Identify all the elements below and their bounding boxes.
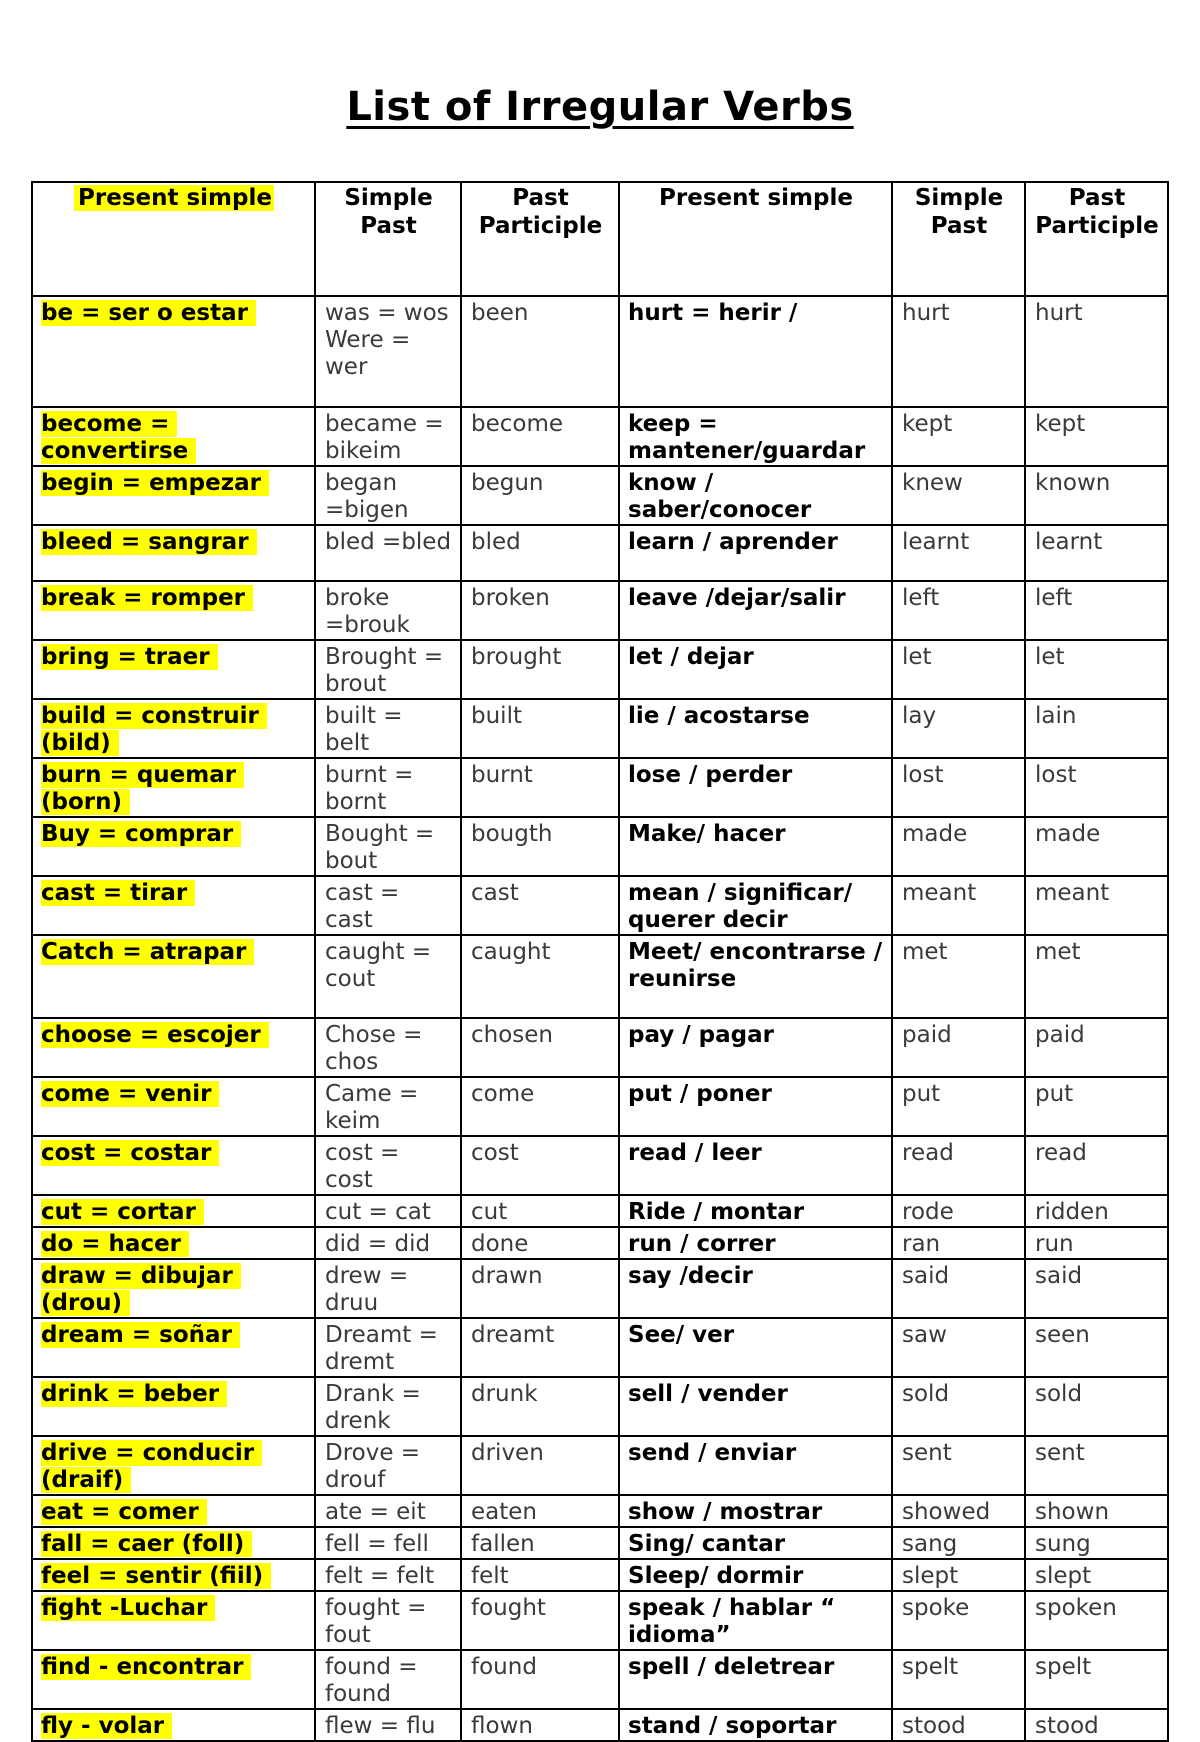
simple-past-cell: Brought = brout xyxy=(315,640,461,699)
present-simple-cell-2: Sing/ cantar xyxy=(619,1527,892,1559)
past-participle-cell-2: lost xyxy=(1025,758,1168,817)
present-simple-cell-2: hurt = herir / xyxy=(619,296,892,407)
past-participle-cell-2: spoken xyxy=(1025,1591,1168,1650)
simple-past-cell-2: sold xyxy=(892,1377,1025,1436)
simple-past-cell: cast = cast xyxy=(315,876,461,935)
highlighted-verb: bleed = sangrar xyxy=(41,529,257,555)
highlighted-verb: fall = caer (foll) xyxy=(41,1531,252,1557)
verb-rows xyxy=(32,296,1168,1741)
table-row xyxy=(32,758,1168,817)
table-row xyxy=(32,1018,1168,1077)
simple-past-cell: drew = druu xyxy=(315,1259,461,1318)
header-simple-past-2: Simple Past xyxy=(892,182,1025,296)
present-simple-cell-2: let / dejar xyxy=(619,640,892,699)
highlighted-verb: drink = beber xyxy=(41,1381,227,1407)
past-participle-cell: bled xyxy=(461,525,619,581)
present-simple-cell-2: sell / vender xyxy=(619,1377,892,1436)
past-participle-cell-2: spelt xyxy=(1025,1650,1168,1709)
past-participle-cell: flown xyxy=(461,1709,619,1741)
past-participle-cell: cut xyxy=(461,1195,619,1227)
present-simple-cell xyxy=(32,935,315,1018)
table-row xyxy=(32,1259,1168,1318)
irregular-verbs-table xyxy=(31,181,1169,1742)
simple-past-cell-2: rode xyxy=(892,1195,1025,1227)
highlighted-verb: do = hacer xyxy=(41,1231,189,1257)
highlighted-verb: become = convertirse xyxy=(41,411,196,464)
present-simple-cell xyxy=(32,1377,315,1436)
simple-past-cell-2: paid xyxy=(892,1018,1025,1077)
header-present-simple: Present simple xyxy=(32,182,315,296)
table-row xyxy=(32,525,1168,581)
past-participle-cell: drunk xyxy=(461,1377,619,1436)
present-simple-cell xyxy=(32,1195,315,1227)
past-participle-cell: cost xyxy=(461,1136,619,1195)
simple-past-cell-2: hurt xyxy=(892,296,1025,407)
simple-past-cell-2: ran xyxy=(892,1227,1025,1259)
past-participle-cell: drawn xyxy=(461,1259,619,1318)
table-row xyxy=(32,1527,1168,1559)
header-past-participle: Past Participle xyxy=(461,182,619,296)
table-row xyxy=(32,407,1168,466)
simple-past-cell-2: met xyxy=(892,935,1025,1018)
header-simple-past: Simple Past xyxy=(315,182,461,296)
present-simple-cell-2: lose / perder xyxy=(619,758,892,817)
header-past-participle-2: Past Participle xyxy=(1025,182,1168,296)
header-present-simple-2: Present simple xyxy=(619,182,892,296)
simple-past-cell: fought = fout xyxy=(315,1591,461,1650)
simple-past-cell: caught = cout xyxy=(315,935,461,1018)
simple-past-cell-2: let xyxy=(892,640,1025,699)
past-participle-cell-2: hurt xyxy=(1025,296,1168,407)
present-simple-cell xyxy=(32,1436,315,1495)
highlighted-verb: dream = soñar xyxy=(41,1322,240,1348)
highlighted-verb: come = venir xyxy=(41,1081,219,1107)
past-participle-cell-2: left xyxy=(1025,581,1168,640)
simple-past-cell-2: knew xyxy=(892,466,1025,525)
present-simple-cell xyxy=(32,525,315,581)
simple-past-cell-2: sang xyxy=(892,1527,1025,1559)
table-row xyxy=(32,1227,1168,1259)
present-simple-cell-2: put / poner xyxy=(619,1077,892,1136)
simple-past-cell: cut = cat xyxy=(315,1195,461,1227)
simple-past-cell: Drove = drouf xyxy=(315,1436,461,1495)
simple-past-cell: Chose = chos xyxy=(315,1018,461,1077)
highlighted-verb: fight -Luchar xyxy=(41,1595,215,1621)
present-simple-cell-2: speak / hablar “ idioma” xyxy=(619,1591,892,1650)
highlighted-verb: cost = costar xyxy=(41,1140,219,1166)
simple-past-cell-2: meant xyxy=(892,876,1025,935)
page-title: List of Irregular Verbs xyxy=(346,84,854,130)
present-simple-cell xyxy=(32,1318,315,1377)
past-participle-cell-2: meant xyxy=(1025,876,1168,935)
simple-past-cell: Came = keim xyxy=(315,1077,461,1136)
highlighted-verb: drive = conducir (draif) xyxy=(41,1440,262,1493)
simple-past-cell-2: read xyxy=(892,1136,1025,1195)
simple-past-cell-2: made xyxy=(892,817,1025,876)
simple-past-cell: flew = flu xyxy=(315,1709,461,1741)
present-simple-cell xyxy=(32,1077,315,1136)
table-row xyxy=(32,1377,1168,1436)
present-simple-cell xyxy=(32,758,315,817)
present-simple-cell xyxy=(32,1495,315,1527)
past-participle-cell-2: learnt xyxy=(1025,525,1168,581)
simple-past-cell: burnt = bornt xyxy=(315,758,461,817)
past-participle-cell: burnt xyxy=(461,758,619,817)
table-row xyxy=(32,1591,1168,1650)
table-row xyxy=(32,699,1168,758)
simple-past-cell-2: left xyxy=(892,581,1025,640)
present-simple-cell-2: See/ ver xyxy=(619,1318,892,1377)
simple-past-cell-2: learnt xyxy=(892,525,1025,581)
past-participle-cell-2: stood xyxy=(1025,1709,1168,1741)
past-participle-cell-2: sung xyxy=(1025,1527,1168,1559)
simple-past-cell: Bought = bout xyxy=(315,817,461,876)
present-simple-cell xyxy=(32,296,315,407)
past-participle-cell-2: sent xyxy=(1025,1436,1168,1495)
simple-past-cell-2: stood xyxy=(892,1709,1025,1741)
simple-past-cell: broke =brouk xyxy=(315,581,461,640)
table-row xyxy=(32,1195,1168,1227)
present-simple-cell-2: learn / aprender xyxy=(619,525,892,581)
past-participle-cell-2: said xyxy=(1025,1259,1168,1318)
past-participle-cell: felt xyxy=(461,1559,619,1591)
simple-past-cell-2: put xyxy=(892,1077,1025,1136)
past-participle-cell: done xyxy=(461,1227,619,1259)
past-participle-cell-2: read xyxy=(1025,1136,1168,1195)
highlighted-verb: Catch = atrapar xyxy=(41,939,254,965)
simple-past-cell-2: kept xyxy=(892,407,1025,466)
past-participle-cell: become xyxy=(461,407,619,466)
past-participle-cell: fought xyxy=(461,1591,619,1650)
simple-past-cell: built = belt xyxy=(315,699,461,758)
present-simple-cell-2: keep = mantener/guardar xyxy=(619,407,892,466)
table-row xyxy=(32,876,1168,935)
simple-past-cell: ate = eit xyxy=(315,1495,461,1527)
past-participle-cell-2: sold xyxy=(1025,1377,1168,1436)
present-simple-cell xyxy=(32,1527,315,1559)
highlighted-verb: fly - volar xyxy=(41,1713,172,1739)
past-participle-cell-2: run xyxy=(1025,1227,1168,1259)
highlighted-verb: be = ser o estar xyxy=(41,300,256,326)
table-row xyxy=(32,817,1168,876)
past-participle-cell: bougth xyxy=(461,817,619,876)
present-simple-cell xyxy=(32,876,315,935)
past-participle-cell-2: slept xyxy=(1025,1559,1168,1591)
simple-past-cell-2: spelt xyxy=(892,1650,1025,1709)
present-simple-cell xyxy=(32,1650,315,1709)
highlighted-verb: Buy = comprar xyxy=(41,821,241,847)
table-row xyxy=(32,1436,1168,1495)
present-simple-cell-2: Meet/ encontrarse / reunirse xyxy=(619,935,892,1018)
simple-past-cell: did = did xyxy=(315,1227,461,1259)
present-simple-cell xyxy=(32,1227,315,1259)
present-simple-cell xyxy=(32,1136,315,1195)
present-simple-cell-2: say /decir xyxy=(619,1259,892,1318)
present-simple-cell-2: send / enviar xyxy=(619,1436,892,1495)
simple-past-cell-2: slept xyxy=(892,1559,1025,1591)
table-row xyxy=(32,640,1168,699)
present-simple-cell xyxy=(32,640,315,699)
highlighted-verb: find - encontrar xyxy=(41,1654,251,1680)
present-simple-cell xyxy=(32,699,315,758)
present-simple-cell-2: stand / soportar xyxy=(619,1709,892,1741)
past-participle-cell-2: let xyxy=(1025,640,1168,699)
past-participle-cell-2: shown xyxy=(1025,1495,1168,1527)
past-participle-cell: fallen xyxy=(461,1527,619,1559)
highlighted-verb: burn = quemar (born) xyxy=(41,762,244,815)
simple-past-cell: cost = cost xyxy=(315,1136,461,1195)
header-row xyxy=(32,182,1168,296)
present-simple-cell-2: pay / pagar xyxy=(619,1018,892,1077)
present-simple-cell xyxy=(32,466,315,525)
present-simple-cell xyxy=(32,1259,315,1318)
present-simple-cell-2: Make/ hacer xyxy=(619,817,892,876)
simple-past-cell: Drank = drenk xyxy=(315,1377,461,1436)
present-simple-cell-2: mean / significar/ querer decir xyxy=(619,876,892,935)
past-participle-cell: dreamt xyxy=(461,1318,619,1377)
simple-past-cell: fell = fell xyxy=(315,1527,461,1559)
present-simple-cell-2: read / leer xyxy=(619,1136,892,1195)
table-row xyxy=(32,1495,1168,1527)
past-participle-cell-2: met xyxy=(1025,935,1168,1018)
past-participle-cell: found xyxy=(461,1650,619,1709)
present-simple-cell xyxy=(32,1591,315,1650)
past-participle-cell: built xyxy=(461,699,619,758)
past-participle-cell: cast xyxy=(461,876,619,935)
past-participle-cell-2: paid xyxy=(1025,1018,1168,1077)
simple-past-cell-2: lost xyxy=(892,758,1025,817)
simple-past-cell: Dreamt = dremt xyxy=(315,1318,461,1377)
simple-past-cell: bled =bled xyxy=(315,525,461,581)
past-participle-cell-2: lain xyxy=(1025,699,1168,758)
present-simple-cell-2: spell / deletrear xyxy=(619,1650,892,1709)
simple-past-cell: began =bigen xyxy=(315,466,461,525)
highlighted-verb: break = romper xyxy=(41,585,253,611)
table-row xyxy=(32,1136,1168,1195)
simple-past-cell-2: said xyxy=(892,1259,1025,1318)
simple-past-cell-2: saw xyxy=(892,1318,1025,1377)
table-row xyxy=(32,1709,1168,1741)
simple-past-cell: was = wos Were = wer xyxy=(315,296,461,407)
present-simple-cell-2: leave /dejar/salir xyxy=(619,581,892,640)
highlighted-verb: draw = dibujar (drou) xyxy=(41,1263,241,1316)
present-simple-cell xyxy=(32,817,315,876)
present-simple-cell xyxy=(32,581,315,640)
table-row xyxy=(32,1559,1168,1591)
past-participle-cell: driven xyxy=(461,1436,619,1495)
past-participle-cell-2: ridden xyxy=(1025,1195,1168,1227)
highlighted-verb: cast = tirar xyxy=(41,880,195,906)
simple-past-cell-2: showed xyxy=(892,1495,1025,1527)
table-row xyxy=(32,1650,1168,1709)
table-row xyxy=(32,1318,1168,1377)
present-simple-cell-2: lie / acostarse xyxy=(619,699,892,758)
highlighted-verb: begin = empezar xyxy=(41,470,269,496)
simple-past-cell: found = found xyxy=(315,1650,461,1709)
highlighted-verb: feel = sentir (fiil) xyxy=(41,1563,271,1589)
table-row xyxy=(32,1077,1168,1136)
simple-past-cell-2: spoke xyxy=(892,1591,1025,1650)
table-row xyxy=(32,935,1168,1018)
past-participle-cell: begun xyxy=(461,466,619,525)
present-simple-cell xyxy=(32,407,315,466)
present-simple-cell-2: show / mostrar xyxy=(619,1495,892,1527)
past-participle-cell-2: seen xyxy=(1025,1318,1168,1377)
past-participle-cell: chosen xyxy=(461,1018,619,1077)
past-participle-cell: broken xyxy=(461,581,619,640)
present-simple-cell xyxy=(32,1559,315,1591)
highlighted-verb: build = construir (bild) xyxy=(41,703,267,756)
highlighted-verb: eat = comer xyxy=(41,1499,207,1525)
present-simple-cell-2: Sleep/ dormir xyxy=(619,1559,892,1591)
simple-past-cell-2: sent xyxy=(892,1436,1025,1495)
past-participle-cell: come xyxy=(461,1077,619,1136)
highlighted-verb: cut = cortar xyxy=(41,1199,204,1225)
past-participle-cell-2: made xyxy=(1025,817,1168,876)
present-simple-cell-2: know / saber/conocer xyxy=(619,466,892,525)
past-participle-cell: caught xyxy=(461,935,619,1018)
past-participle-cell-2: put xyxy=(1025,1077,1168,1136)
simple-past-cell: felt = felt xyxy=(315,1559,461,1591)
table-row xyxy=(32,466,1168,525)
simple-past-cell-2: lay xyxy=(892,699,1025,758)
past-participle-cell: eaten xyxy=(461,1495,619,1527)
simple-past-cell: became = bikeim xyxy=(315,407,461,466)
past-participle-cell: brought xyxy=(461,640,619,699)
present-simple-cell-2: Ride / montar xyxy=(619,1195,892,1227)
table-row xyxy=(32,581,1168,640)
highlighted-verb: choose = escojer xyxy=(41,1022,269,1048)
present-simple-cell-2: run / correr xyxy=(619,1227,892,1259)
highlighted-verb: bring = traer xyxy=(41,644,218,670)
past-participle-cell-2: known xyxy=(1025,466,1168,525)
table-row xyxy=(32,296,1168,407)
past-participle-cell-2: kept xyxy=(1025,407,1168,466)
past-participle-cell: been xyxy=(461,296,619,407)
present-simple-cell xyxy=(32,1709,315,1741)
present-simple-cell xyxy=(32,1018,315,1077)
